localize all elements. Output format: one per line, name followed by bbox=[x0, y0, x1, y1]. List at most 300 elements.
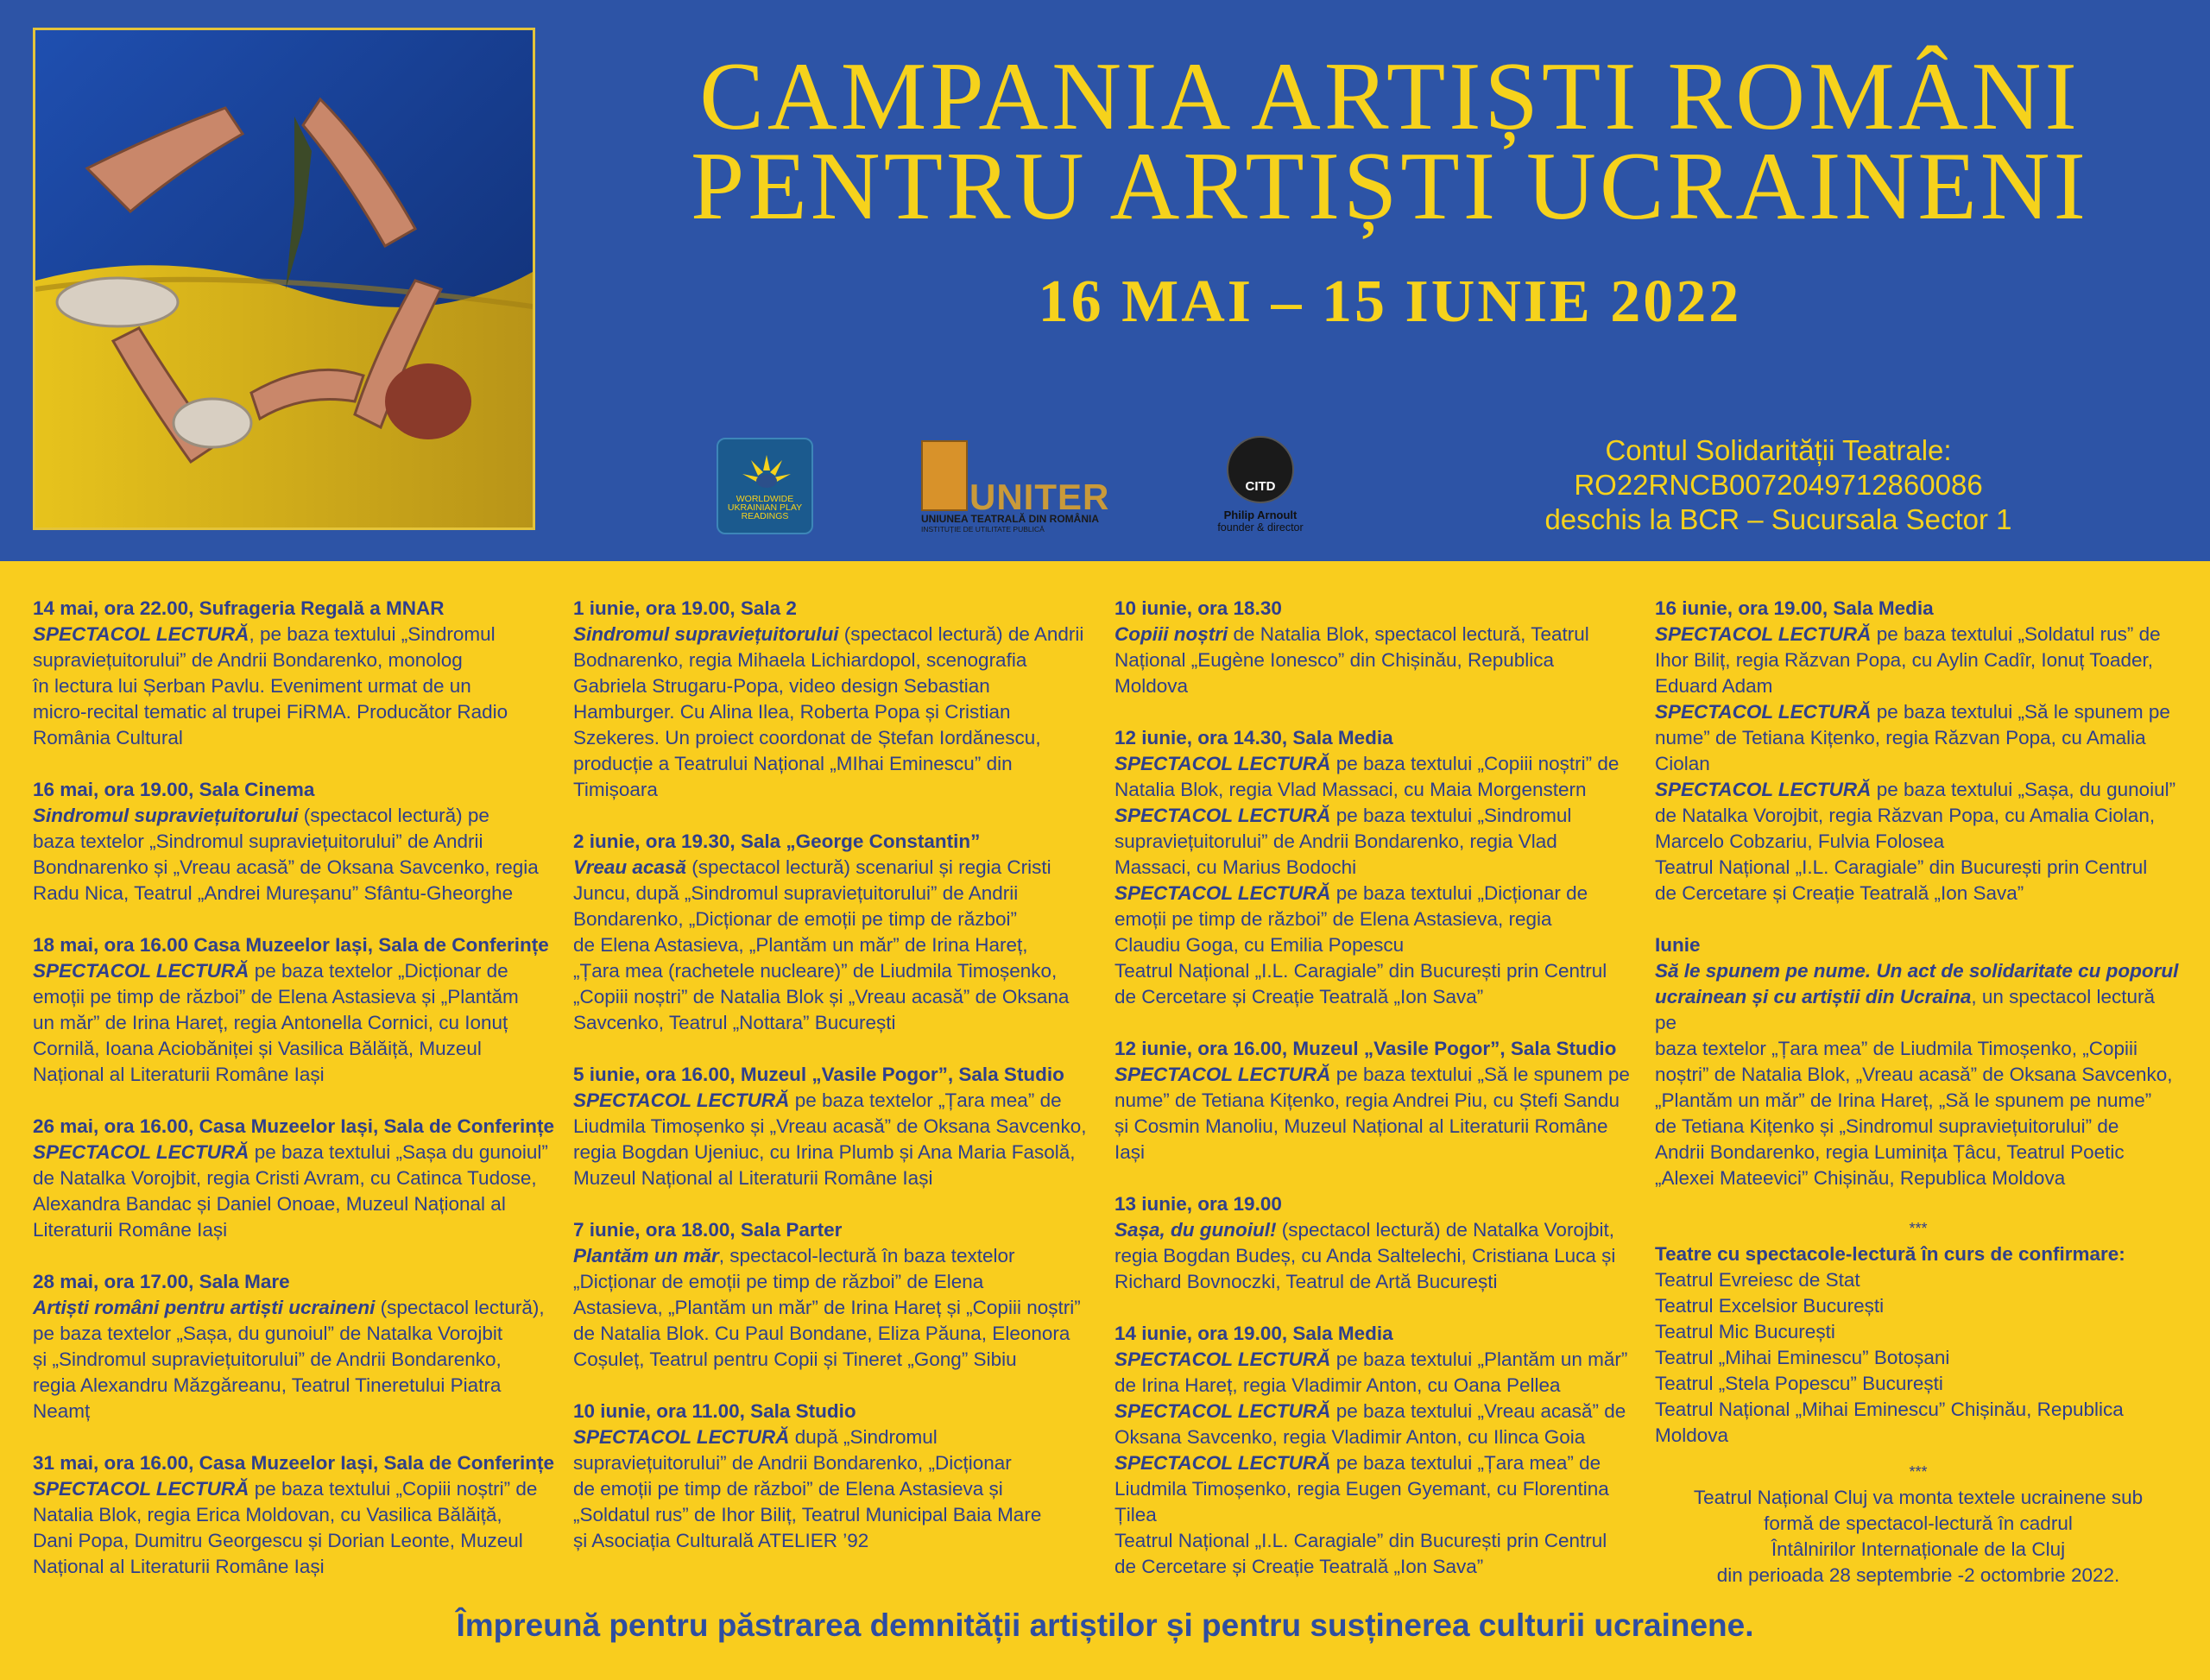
event-text: „Soldatul rus” de Ihor Biliț, Teatrul Municipal Baia Mare bbox=[573, 1504, 1042, 1525]
event-entry bbox=[573, 829, 1100, 1036]
event-line bbox=[33, 1036, 559, 1062]
event-line bbox=[573, 622, 1100, 647]
event-line bbox=[1114, 1450, 1641, 1476]
event-line bbox=[1114, 673, 1641, 699]
schedule-column-1 bbox=[33, 596, 559, 1606]
event-line bbox=[33, 622, 559, 647]
event-line bbox=[1655, 1140, 2182, 1165]
event-line bbox=[1655, 699, 2182, 725]
event-text: Național „Eugène Ionesco” din Chișinău, Republica bbox=[1114, 649, 1555, 671]
event-line bbox=[33, 1140, 559, 1165]
event-text: Natalia Blok, regia Erica Moldovan, cu Vasilica Bălăiță, bbox=[33, 1504, 502, 1525]
emphasis-text: SPECTACOL LECTURĂ bbox=[1114, 882, 1331, 904]
event-line bbox=[573, 984, 1100, 1010]
emphasis-text: Să le spunem pe nume. Un act de solidaritate cu poporul bbox=[1655, 960, 2179, 982]
event-line bbox=[573, 725, 1100, 751]
header-banner bbox=[0, 0, 2210, 561]
schedule-column-2 bbox=[573, 596, 1100, 1580]
event-line bbox=[1114, 1347, 1641, 1373]
confirm-theatre: Teatrul „Mihai Eminescu” Botoșani bbox=[1655, 1347, 1950, 1368]
event-entry bbox=[1655, 932, 2182, 1191]
event-line bbox=[33, 1321, 559, 1347]
citd-logo bbox=[1204, 436, 1317, 540]
event-text: Muzeul Național al Literaturii Române Iași bbox=[573, 1167, 933, 1189]
separator-2: *** bbox=[1909, 1463, 1928, 1481]
event-line bbox=[1114, 906, 1641, 932]
event-line bbox=[573, 1424, 1100, 1450]
event-line bbox=[33, 984, 559, 1010]
event-heading: 28 mai, ora 17.00, Sala Mare bbox=[33, 1271, 290, 1292]
event-text: pe baza textelor „Țara mea” de bbox=[789, 1089, 1062, 1111]
emphasis-text: SPECTACOL LECTURĂ bbox=[573, 1426, 790, 1448]
event-line bbox=[573, 1088, 1100, 1114]
event-text: producție a Teatrului Național „MIhai Eminescu” din bbox=[573, 753, 1013, 774]
event-line bbox=[33, 1554, 559, 1580]
campaign-title bbox=[604, 43, 2175, 337]
event-line bbox=[33, 1502, 559, 1528]
wupr-logo bbox=[717, 438, 813, 534]
event-text: și Asociația Culturală ATELIER ’92 bbox=[573, 1530, 869, 1551]
citd-role: founder & director bbox=[1217, 521, 1304, 534]
event-text: Marcelo Cobzariu, Fulvia Folosea bbox=[1655, 831, 1945, 852]
event-text: (spectacol lectură) pe bbox=[298, 805, 489, 826]
event-line bbox=[1655, 1165, 2182, 1191]
event-text: Natalia Blok, regia Vlad Massaci, cu Maia Morgenstern bbox=[1114, 779, 1587, 800]
event-line bbox=[573, 1165, 1100, 1191]
event-text: , un spectacol lectură pe bbox=[1655, 986, 2155, 1033]
event-text: Iași bbox=[1114, 1141, 1146, 1163]
event-line bbox=[33, 1399, 559, 1424]
title-line-1: CAMPANIA ARTIȘTI ROMÂNI bbox=[699, 43, 2081, 150]
event-line bbox=[1114, 958, 1641, 984]
event-text: pe baza textului „Sașa du gunoiul” bbox=[249, 1141, 548, 1163]
event-heading: 12 iunie, ora 14.30, Sala Media bbox=[1114, 727, 1393, 748]
event-text: , pe baza textului „Sindromul bbox=[249, 623, 496, 645]
event-text: de Elena Astasieva, „Plantăm un măr” de Irina Hareț, bbox=[573, 934, 1028, 956]
event-heading: 14 iunie, ora 19.00, Sala Media bbox=[1114, 1323, 1393, 1344]
event-entry bbox=[573, 1062, 1100, 1191]
confirm-theatre: Teatrul Excelsior București bbox=[1655, 1295, 1885, 1317]
event-text: pe baza textului „Vreau acasă” de bbox=[1330, 1400, 1626, 1422]
footer-slogan: Împreună pentru păstrarea demnității artiștilor și pentru susținerea culturii ucrainene. bbox=[456, 1607, 1754, 1643]
citd-person: Philip Arnoult bbox=[1223, 508, 1298, 521]
account-iban: RO22RNCB0072049712860086 bbox=[1574, 469, 1983, 501]
event-line bbox=[1114, 829, 1641, 855]
event-line bbox=[33, 673, 559, 699]
event-line bbox=[1114, 647, 1641, 673]
event-line bbox=[1114, 1114, 1641, 1140]
event-text: supraviețuitorului” de Andrii Bondarenko, monolog bbox=[33, 649, 463, 671]
event-line bbox=[573, 1528, 1100, 1554]
event-text: pe baza textului „Dicționar de bbox=[1330, 882, 1588, 904]
event-text: Ciolan bbox=[1655, 753, 1710, 774]
event-line bbox=[33, 1528, 559, 1554]
event-text: în lectura lui Șerban Pavlu. Eveniment urmat de un bbox=[33, 675, 471, 697]
event-line bbox=[33, 647, 559, 673]
event-line bbox=[1114, 1528, 1641, 1554]
emphasis-text: SPECTACOL LECTURĂ bbox=[1114, 1452, 1331, 1474]
event-text: Oksana Savcenko, regia Vladimir Anton, cu Ilinca Goia bbox=[1114, 1426, 1586, 1448]
event-line bbox=[573, 906, 1100, 932]
event-line bbox=[573, 1010, 1100, 1036]
event-heading: 12 iunie, ora 16.00, Muzeul „Vasile Pogor”, Sala Studio bbox=[1114, 1038, 1617, 1059]
event-heading: 1 iunie, ora 19.00, Sala 2 bbox=[573, 597, 797, 619]
event-entry bbox=[33, 932, 559, 1088]
event-text: nume” de Tetiana Kițenko, regia Andrei Piu, cu Ștefi Sandu bbox=[1114, 1089, 1620, 1111]
event-heading: 13 iunie, ora 19.00 bbox=[1114, 1193, 1282, 1215]
event-text: baza textelor „Sindromul supraviețuitorului” de Andrii bbox=[33, 831, 483, 852]
event-text: Național al Literaturii Române Iași bbox=[33, 1064, 325, 1085]
event-text: Neamț bbox=[33, 1400, 91, 1422]
event-text: de Cercetare și Creație Teatrală „Ion Sava” bbox=[1655, 882, 2024, 904]
column-4-events bbox=[1655, 596, 2182, 1191]
event-text: Dani Popa, Dumitru Georgescu și Dorian Leonte, Muzeul bbox=[33, 1530, 523, 1551]
sunflower-icon bbox=[741, 452, 792, 495]
event-line bbox=[33, 1191, 559, 1217]
confirm-theatre: Teatrul Evreiesc de Stat bbox=[1655, 1269, 1860, 1291]
uniter-logo bbox=[921, 437, 1111, 532]
event-text: de Cercetare și Creație Teatrală „Ion Sava” bbox=[1114, 986, 1484, 1007]
event-text: Radu Nica, Teatrul „Andrei Mureșanu” Sfântu-Gheorghe bbox=[33, 882, 514, 904]
emphasis-text: SPECTACOL LECTURĂ bbox=[573, 1089, 790, 1111]
event-heading: 5 iunie, ora 16.00, Muzeul „Vasile Pogor”, Sala Studio bbox=[573, 1064, 1064, 1085]
confirm-list bbox=[1655, 1267, 2182, 1449]
event-line bbox=[1655, 855, 2182, 881]
event-line bbox=[573, 1450, 1100, 1476]
event-entry bbox=[33, 596, 559, 751]
event-text: și Cosmin Manoliu, Muzeul Național al Literaturii Române bbox=[1114, 1115, 1608, 1137]
event-line bbox=[1114, 984, 1641, 1010]
separator-1: *** bbox=[1909, 1220, 1928, 1237]
event-line bbox=[33, 1347, 559, 1373]
event-line bbox=[1655, 1062, 2182, 1088]
event-text: (spectacol lectură) de Andrii bbox=[838, 623, 1084, 645]
emphasis-text: SPECTACOL LECTURĂ bbox=[1114, 805, 1331, 826]
event-line bbox=[573, 1114, 1100, 1140]
event-text: Bondarenko, „Dicționar de emoții pe timp de război” bbox=[573, 908, 1018, 930]
event-line bbox=[1114, 1269, 1641, 1295]
event-text: Bondnarenko și „Vreau acasă” de Oksana Savcenko, regia bbox=[33, 856, 539, 878]
event-heading: 10 iunie, ora 18.30 bbox=[1114, 597, 1282, 619]
event-text: România Cultural bbox=[33, 727, 183, 748]
event-line bbox=[33, 1373, 559, 1399]
event-line bbox=[1655, 647, 2182, 673]
event-text: de Cercetare și Creație Teatrală „Ion Sava” bbox=[1114, 1556, 1484, 1577]
event-line bbox=[1655, 777, 2182, 803]
event-line bbox=[1655, 803, 2182, 829]
event-text: (spectacol lectură) de Natalka Vorojbit, bbox=[1276, 1219, 1614, 1241]
event-text: (spectacol lectură), bbox=[375, 1297, 545, 1318]
event-entry bbox=[573, 1217, 1100, 1373]
emphasis-text: Sașa, du gunoiul! bbox=[1114, 1219, 1277, 1241]
event-line bbox=[573, 1295, 1100, 1321]
event-line bbox=[1114, 1088, 1641, 1114]
event-text: Ihor Biliț, regia Răzvan Popa, cu Aylin Cadîr, Ionuț Toader, bbox=[1655, 649, 2154, 671]
campaign-dates: 16 MAI – 15 IUNIE 2022 bbox=[1038, 268, 1742, 335]
event-text: pe baza textului „Soldatul rus” de bbox=[1871, 623, 2161, 645]
event-text: regia Alexandru Măzgăreanu, Teatrul Tineretului Piatra bbox=[33, 1374, 502, 1396]
event-line bbox=[1655, 673, 2182, 699]
event-heading: 14 mai, ora 22.00, Sufrageria Regală a MNAR bbox=[33, 597, 445, 619]
event-text: de Irina Hareț, regia Vladimir Anton, cu Oana Pellea bbox=[1114, 1374, 1561, 1396]
event-line bbox=[1655, 751, 2182, 777]
event-line bbox=[573, 855, 1100, 881]
event-line bbox=[1114, 1217, 1641, 1243]
event-heading: Iunie bbox=[1655, 934, 1701, 956]
event-text: de Natalka Vorojbit, regia Cristi Avram, cu Catinca Tudose, bbox=[33, 1167, 537, 1189]
emphasis-text: SPECTACOL LECTURĂ bbox=[33, 623, 249, 645]
account-bank: deschis la BCR – Sucursala Sector 1 bbox=[1544, 503, 2012, 535]
event-text: , spectacol-lectură în baza textelor bbox=[718, 1245, 1015, 1266]
event-line bbox=[33, 958, 559, 984]
event-text: „Copiii noștri” de Natalia Blok și „Vreau acasă” de Oksana bbox=[573, 986, 1070, 1007]
solidarity-account bbox=[1485, 433, 2072, 537]
event-text: Cornilă, Ioana Aciobăniței și Vasilica Bălăiță, Muzeul bbox=[33, 1038, 482, 1059]
event-line bbox=[33, 725, 559, 751]
event-text: (spectacol lectură) scenariul și regia Cristi bbox=[685, 856, 1051, 878]
cluj-line: formă de spectacol-lectură în cadrul bbox=[1764, 1513, 2073, 1534]
event-line bbox=[1114, 751, 1641, 777]
emphasis-text: SPECTACOL LECTURĂ bbox=[33, 960, 249, 982]
event-text: Claudiu Goga, cu Emilia Popescu bbox=[1114, 934, 1405, 956]
event-line bbox=[573, 1243, 1100, 1269]
event-text: Astasieva, „Plantăm un măr” de Irina Hareț și „Copiii noștri” bbox=[573, 1297, 1081, 1318]
cluj-line: Teatrul Național Cluj va monta textele ucrainene sub bbox=[1693, 1487, 2144, 1508]
event-text: de Tetiana Kițenko și „Sindromul supraviețuitorului” de bbox=[1655, 1115, 2119, 1137]
event-entry bbox=[573, 596, 1100, 803]
emphasis-text: SPECTACOL LECTURĂ bbox=[33, 1141, 249, 1163]
event-entry bbox=[1114, 1321, 1641, 1580]
event-line bbox=[1114, 881, 1641, 906]
cluj-line: din perioada 28 septembrie -2 octombrie 2022. bbox=[1716, 1564, 2120, 1586]
event-line bbox=[33, 881, 559, 906]
event-heading: 2 iunie, ora 19.30, Sala „George Constantin” bbox=[573, 831, 981, 852]
event-line bbox=[33, 1165, 559, 1191]
emphasis-text: Vreau acasă bbox=[573, 856, 686, 878]
event-line bbox=[1114, 622, 1641, 647]
event-line bbox=[33, 699, 559, 725]
event-text: „Dicționar de emoții pe timp de război” de Elena bbox=[573, 1271, 984, 1292]
event-text: Literaturii Române Iași bbox=[33, 1219, 228, 1241]
event-line bbox=[1655, 622, 2182, 647]
event-text: de emoții pe timp de război” de Elena Astasieva și bbox=[573, 1478, 1003, 1500]
event-line bbox=[33, 1010, 559, 1036]
event-line bbox=[1114, 932, 1641, 958]
event-text: pe baza textului „Să le spunem pe bbox=[1330, 1064, 1630, 1085]
event-entry bbox=[1114, 596, 1641, 699]
event-line bbox=[573, 932, 1100, 958]
event-text: Teatrul Național „I.L. Caragiale” din București prin Centrul bbox=[1655, 856, 2148, 878]
event-text: Liudmila Timoșenko și „Vreau acasă” de Oksana Savcenko, bbox=[573, 1115, 1087, 1137]
emphasis-text: Artiști români pentru artiști ucraineni bbox=[33, 1297, 376, 1318]
event-text: Massaci, cu Marius Bodochi bbox=[1114, 856, 1357, 878]
event-line bbox=[573, 1269, 1100, 1295]
event-text: Eduard Adam bbox=[1655, 675, 1773, 697]
event-text: Timișoara bbox=[573, 779, 658, 800]
event-line bbox=[1114, 803, 1641, 829]
cluj-line: Întâlnirilor Internaționale de la Cluj bbox=[1771, 1538, 2066, 1560]
event-line bbox=[573, 1140, 1100, 1165]
event-text: Coșuleț, Teatrul pentru Copii și Tineret „Gong” Sibiu bbox=[573, 1348, 1017, 1370]
event-heading: 16 iunie, ora 19.00, Sala Media bbox=[1655, 597, 1934, 619]
emphasis-text: SPECTACOL LECTURĂ bbox=[1655, 623, 1872, 645]
emphasis-text: SPECTACOL LECTURĂ bbox=[1114, 1348, 1331, 1370]
event-heading: 31 mai, ora 16.00, Casa Muzeelor Iași, Sala de Conferințe bbox=[33, 1452, 555, 1474]
emphasis-text: SPECTACOL LECTURĂ bbox=[1655, 779, 1872, 800]
event-text: noștri” de Natalia Blok, „Vreau acasă” de Oksana Savcenko, bbox=[1655, 1064, 2173, 1085]
event-line bbox=[1655, 829, 2182, 855]
event-line bbox=[573, 673, 1100, 699]
event-line bbox=[1114, 1140, 1641, 1165]
event-line bbox=[1655, 1088, 2182, 1114]
emphasis-text: Plantăm un măr bbox=[573, 1245, 719, 1266]
event-text: de Natalia Blok. Cu Paul Bondane, Eliza Păuna, Eleonora bbox=[573, 1323, 1070, 1344]
account-line-1: Contul Solidarității Teatrale: bbox=[1605, 434, 1952, 466]
event-entry bbox=[33, 1114, 559, 1243]
event-line bbox=[33, 1062, 559, 1088]
uniter-emblem-icon bbox=[921, 440, 968, 511]
event-heading: 18 mai, ora 16.00 Casa Muzeelor Iași, Sala de Conferințe bbox=[33, 934, 549, 956]
event-text: supraviețuitorului” de Andrii Bondarenko, „Dicționar bbox=[573, 1452, 1012, 1474]
event-entry bbox=[573, 1399, 1100, 1554]
event-line bbox=[573, 958, 1100, 984]
uniter-name: UNITER bbox=[969, 477, 1110, 517]
event-text: Teatrul Național „I.L. Caragiale” din București prin Centrul bbox=[1114, 960, 1607, 982]
event-line bbox=[1114, 1554, 1641, 1580]
event-line bbox=[573, 1502, 1100, 1528]
event-line bbox=[573, 881, 1100, 906]
event-text: de Natalia Blok, spectacol lectură, Teatrul bbox=[1228, 623, 1589, 645]
event-heading: 16 mai, ora 19.00, Sala Cinema bbox=[33, 779, 315, 800]
event-entry bbox=[33, 777, 559, 906]
event-text: Richard Bovnoczki, Teatrul de Artă București bbox=[1114, 1271, 1498, 1292]
event-entry bbox=[1655, 596, 2182, 906]
emphasis-text: ucrainean și cu artiștii din Ucraina bbox=[1655, 986, 1972, 1007]
event-text: Alexandra Bandac și Daniel Onoae, Muzeul Național al bbox=[33, 1193, 506, 1215]
emphasis-text: SPECTACOL LECTURĂ bbox=[1655, 701, 1872, 723]
event-heading: 10 iunie, ora 11.00, Sala Studio bbox=[573, 1400, 856, 1422]
wupr-logo-text: WORLDWIDE UKRAINIAN PLAY READINGS bbox=[727, 494, 803, 521]
event-text: Szekeres. Un proiect coordonat de Ștefan Iordănescu, bbox=[573, 727, 1041, 748]
event-line bbox=[1114, 777, 1641, 803]
event-entry bbox=[1114, 1191, 1641, 1295]
event-text: după „Sindromul bbox=[789, 1426, 938, 1448]
citd-globe-icon bbox=[1227, 436, 1294, 503]
event-text: emoții pe timp de război” de Elena Astasieva și „Plantăm bbox=[33, 986, 519, 1007]
event-text: pe baza textelor „Sașa, du gunoiul” de Natalka Vorojbit bbox=[33, 1323, 503, 1344]
event-text: micro-recital tematic al trupei FiRMA. Producător Radio bbox=[33, 701, 508, 723]
event-text: Moldova bbox=[1114, 675, 1189, 697]
cluj-note bbox=[1655, 1485, 2182, 1588]
citd-label: CITD bbox=[1245, 479, 1276, 494]
event-text: și „Sindromul supraviețuitorului” de Andrii Bondarenko, bbox=[33, 1348, 502, 1370]
confirm-theatre: Teatrul Mic București bbox=[1655, 1321, 1835, 1342]
confirm-theatre: Moldova bbox=[1655, 1424, 1729, 1446]
event-text: Liudmila Timoșenko, regia Eugen Gyemant, cu Florentina bbox=[1114, 1478, 1609, 1500]
event-text: Savcenko, Teatrul „Nottara” București bbox=[573, 1012, 896, 1033]
event-line bbox=[1114, 1243, 1641, 1269]
event-line bbox=[1114, 1424, 1641, 1450]
event-text: pe baza textului „Țara mea” de bbox=[1330, 1452, 1601, 1474]
emphasis-text: SPECTACOL LECTURĂ bbox=[33, 1478, 249, 1500]
event-heading: 7 iunie, ora 18.00, Sala Parter bbox=[573, 1219, 843, 1241]
event-text: nume” de Tetiana Kițenko, regia Răzvan Popa, cu Amalia bbox=[1655, 727, 2146, 748]
uniter-subtitle-2: INSTITUȚIE DE UTILITATE PUBLICĂ bbox=[921, 525, 1045, 534]
event-text: „Țara mea (rachetele nucleare)” de Liudmila Timoșenko, bbox=[573, 960, 1058, 982]
event-text: Bodnarenko, regia Mihaela Lichiardopol, scenografia bbox=[573, 649, 1027, 671]
event-text: pe baza textului „Sindromul bbox=[1330, 805, 1572, 826]
emphasis-text: Sindromul supraviețuitorului bbox=[33, 805, 299, 826]
event-heading: 26 mai, ora 16.00, Casa Muzeelor Iași, Sala de Conferințe bbox=[33, 1115, 555, 1137]
event-line bbox=[573, 1321, 1100, 1347]
event-line bbox=[1655, 881, 2182, 906]
hands-flag-photo bbox=[33, 28, 535, 530]
confirm-theatre: Teatrul Național „Mihai Eminescu” Chișinău, Republica bbox=[1655, 1399, 2124, 1420]
schedule-column-3 bbox=[1114, 596, 1641, 1606]
event-text: pe baza textului „Sașa, du gunoiul” bbox=[1871, 779, 2176, 800]
event-text: „Alexei Mateevici” Chișinău, Republica Moldova bbox=[1655, 1167, 2066, 1189]
event-text: pe baza textului „Plantăm un măr” bbox=[1330, 1348, 1628, 1370]
event-text: supraviețuitorului” de Andrii Bondarenko, regia Vlad bbox=[1114, 831, 1557, 852]
event-line bbox=[1655, 958, 2182, 984]
event-text: Juncu, după „Sindromul supraviețuitorului” de Andrii bbox=[573, 882, 1019, 904]
event-text: baza textelor „Țara mea” de Liudmila Timoșenko, „Copiii bbox=[1655, 1038, 2137, 1059]
event-line bbox=[1655, 984, 2182, 1036]
event-line bbox=[1655, 725, 2182, 751]
event-text: „Plantăm un măr” de Irina Hareț, „Să le spunem pe nume” bbox=[1655, 1089, 2152, 1111]
emphasis-text: SPECTACOL LECTURĂ bbox=[1114, 753, 1331, 774]
event-line bbox=[1114, 1399, 1641, 1424]
event-text: Țilea bbox=[1114, 1504, 1157, 1525]
event-text: pe baza textului „Copiii noștri” de bbox=[1330, 753, 1620, 774]
confirm-heading: Teatre cu spectacole-lectură în curs de confirmare: bbox=[1655, 1243, 2125, 1265]
uniter-subtitle: UNIUNEA TEATRALĂ DIN ROMÂNIA bbox=[921, 513, 1099, 525]
event-text: Hamburger. Cu Alina Ilea, Roberta Popa și Cristian bbox=[573, 701, 1011, 723]
event-entry bbox=[33, 1450, 559, 1580]
event-text: regia Bogdan Ujeniuc, cu Irina Plumb și Ana Maria Fasolă, bbox=[573, 1141, 1076, 1163]
emphasis-text: Copiii noștri bbox=[1114, 623, 1228, 645]
event-line bbox=[1114, 855, 1641, 881]
event-line bbox=[1655, 1036, 2182, 1062]
event-line bbox=[33, 1295, 559, 1321]
emphasis-text: SPECTACOL LECTURĂ bbox=[1114, 1400, 1331, 1422]
emphasis-text: SPECTACOL LECTURĂ bbox=[1114, 1064, 1331, 1085]
event-line bbox=[1114, 1476, 1641, 1502]
schedule-column-4 bbox=[1655, 596, 2182, 1588]
event-line bbox=[573, 1347, 1100, 1373]
title-line-2: PENTRU ARTIȘTI UCRAINENI bbox=[691, 133, 2089, 240]
event-entry bbox=[1114, 1036, 1641, 1165]
event-text: Teatrul Național „I.L. Caragiale” din București prin Centrul bbox=[1114, 1530, 1607, 1551]
event-line bbox=[33, 803, 559, 829]
event-line bbox=[573, 777, 1100, 803]
event-line bbox=[1114, 1373, 1641, 1399]
confirm-theatre: Teatrul „Stela Popescu” București bbox=[1655, 1373, 1943, 1394]
event-text: de Natalka Vorojbit, regia Răzvan Popa, cu Amalia Ciolan, bbox=[1655, 805, 2156, 826]
event-entry bbox=[1114, 725, 1641, 1010]
event-line bbox=[573, 751, 1100, 777]
event-line bbox=[33, 855, 559, 881]
event-line bbox=[1114, 1502, 1641, 1528]
event-text: Gabriela Strugaru-Popa, video design Sebastian bbox=[573, 675, 990, 697]
event-text: Național al Literaturii Române Iași bbox=[33, 1556, 325, 1577]
event-text: emoții pe timp de război” de Elena Astasieva, regia bbox=[1114, 908, 1552, 930]
emphasis-text: Sindromul supraviețuitorului bbox=[573, 623, 839, 645]
event-text: pe baza textelor „Dicționar de bbox=[249, 960, 508, 982]
event-entry bbox=[33, 1269, 559, 1424]
event-line bbox=[33, 829, 559, 855]
event-text: pe baza textului „Să le spunem pe bbox=[1871, 701, 2170, 723]
